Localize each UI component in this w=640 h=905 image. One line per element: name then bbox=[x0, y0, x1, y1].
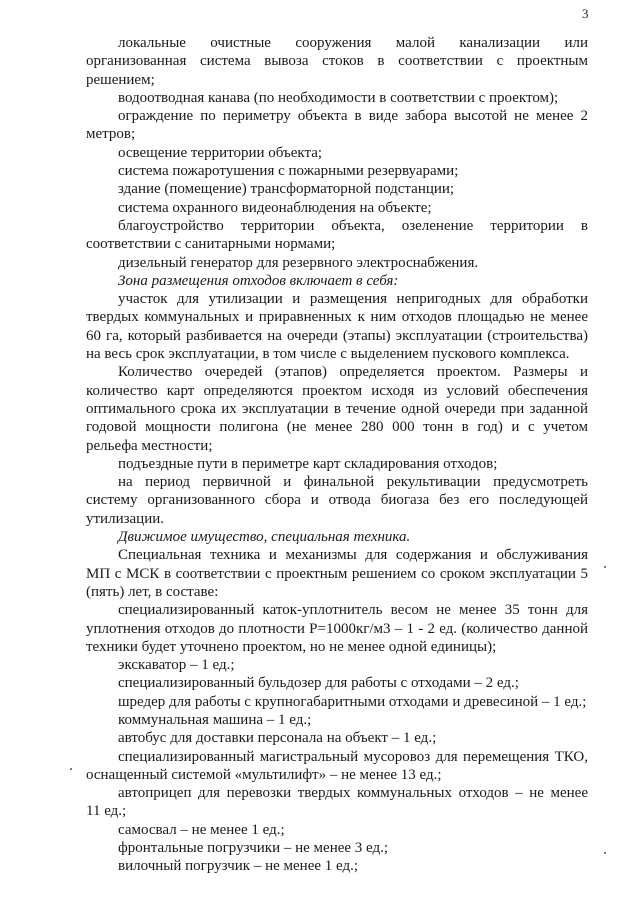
paragraph bbox=[86, 729, 588, 747]
text-line: 60 га, который разбивается на очереди (этапы) эксплуатации (строительства) bbox=[86, 327, 588, 344]
text-line: участок для утилизации и размещения непригодных для обработки bbox=[118, 291, 588, 308]
text-line: экскаватор – 1 ед.; bbox=[118, 657, 235, 674]
text-line: оптимального срока их эксплуатации в течение одной очереди при заданной bbox=[86, 400, 588, 417]
text-line: количество карт определяются проектом исходя из условий обеспечения bbox=[86, 382, 588, 399]
scan-speck bbox=[604, 852, 606, 854]
text-line: Специальная техника и механизмы для содержания и обслуживания bbox=[118, 547, 588, 564]
text-line: специализированный каток-уплотнитель весом не менее 35 тонн для bbox=[118, 602, 588, 619]
text-line: МП с МСК в соответствии с проектным решением со сроком эксплуатации 5 bbox=[86, 565, 588, 582]
text-line: система охранного видеонаблюдения на объекте; bbox=[118, 199, 432, 216]
text-line: локальные очистные сооружения малой канализации или bbox=[118, 35, 588, 51]
paragraph bbox=[86, 162, 588, 180]
text-line: благоустройство территории объекта, озеленение территории в bbox=[118, 217, 588, 234]
text-line: самосвал – не менее 1 ед.; bbox=[118, 821, 285, 838]
paragraph bbox=[86, 107, 588, 144]
paragraph bbox=[86, 839, 588, 857]
document-body bbox=[86, 34, 588, 876]
text-line: водоотводная канава (по необходимости в соответствии с проектом); bbox=[118, 89, 559, 106]
text-line: специализированный бульдозер для работы с отходами – 2 ед.; bbox=[118, 675, 519, 692]
text-line: на весь срок эксплуатации, в том числе с выделением пускового комплекса. bbox=[86, 346, 570, 363]
text-line: подъездные пути в периметре карт складирования отходов; bbox=[118, 455, 498, 472]
paragraph bbox=[86, 546, 588, 601]
paragraph bbox=[86, 290, 588, 363]
paragraph bbox=[86, 711, 588, 729]
text-line: фронтальные погрузчики – не менее 3 ед.; bbox=[118, 840, 389, 857]
text-line: система пожаротушения с пожарными резервуарами; bbox=[118, 163, 459, 180]
text-line: автобус для доставки персонала на объект – 1 ед.; bbox=[118, 730, 437, 747]
text-line: дизельный генератор для резервного электроснабжения. bbox=[118, 254, 479, 271]
text-line: Движимое имущество, специальная техника. bbox=[118, 529, 411, 546]
paragraph bbox=[86, 34, 588, 89]
text-line: вилочный погрузчик – не менее 1 ед.; bbox=[118, 858, 359, 875]
paragraph bbox=[86, 784, 588, 821]
text-line: специализированный магистральный мусоровоз для перемещения ТКО, bbox=[118, 748, 588, 765]
paragraph bbox=[86, 89, 588, 107]
paragraph bbox=[86, 455, 588, 473]
paragraph bbox=[86, 217, 588, 254]
text-line: автоприцеп для перевозки твердых коммунальных отходов – не менее bbox=[118, 785, 588, 802]
paragraph bbox=[86, 656, 588, 674]
text-line: на период первичной и финальной рекультивации предусмотреть bbox=[118, 474, 588, 491]
text-line: 11 ед.; bbox=[86, 803, 127, 820]
scan-speck bbox=[604, 566, 606, 568]
text-line: техники будет уточнено проектом, но не менее одной единицы); bbox=[86, 638, 497, 655]
paragraph bbox=[86, 821, 588, 839]
text-line: Количество очередей (этапов) определяется проектом. Размеры и bbox=[118, 364, 588, 381]
text-line: (пять) лет, в составе: bbox=[86, 583, 219, 600]
text-line: коммунальная машина – 1 ед.; bbox=[118, 711, 312, 728]
text-line: организованная система вывоза стоков в соответствии с проектным bbox=[86, 53, 588, 70]
paragraph bbox=[86, 674, 588, 692]
text-line: оснащенный системой «мультилифт» – не менее 13 ед.; bbox=[86, 766, 442, 783]
paragraph bbox=[86, 254, 588, 272]
text-line: рельефа местности; bbox=[86, 437, 213, 454]
text-line: шредер для работы с крупногабаритными отходами и древесиной – 1 ед.; bbox=[118, 693, 587, 710]
paragraph bbox=[86, 144, 588, 162]
paragraph bbox=[86, 748, 588, 785]
text-line: систему организованного сбора и отвода биогаза без его последующей bbox=[86, 492, 588, 509]
section-heading bbox=[86, 528, 588, 546]
paragraph bbox=[86, 857, 588, 875]
paragraph bbox=[86, 693, 588, 711]
text-line: утилизации. bbox=[86, 510, 165, 527]
text-line: ограждение по периметру объекта в виде забора высотой не менее 2 bbox=[118, 108, 588, 125]
text-line: здание (помещение) трансформаторной подстанции; bbox=[118, 181, 455, 198]
text-line: уплотнения отходов до плотности Р=1000кг/м3 – 1 - 2 ед. (количество данной bbox=[86, 620, 588, 637]
text-line: освещение территории объекта; bbox=[118, 144, 323, 161]
text-line: метров; bbox=[86, 126, 136, 143]
paragraph bbox=[86, 473, 588, 528]
paragraph bbox=[86, 601, 588, 656]
page-number: 3 bbox=[582, 6, 589, 21]
text-line: твердых коммунальных и приравненных к ним отходов площадью не менее bbox=[86, 309, 588, 326]
text-line: соответствии с санитарными нормами; bbox=[86, 236, 336, 253]
text-line: годовой мощности полигона (не менее 280 000 тонн в год) и с учетом bbox=[86, 419, 588, 436]
paragraph bbox=[86, 180, 588, 198]
text-line: Зона размещения отходов включает в себя: bbox=[118, 272, 399, 289]
text-line: решением; bbox=[86, 71, 155, 88]
paragraph bbox=[86, 199, 588, 217]
paragraph bbox=[86, 363, 588, 454]
scan-speck bbox=[70, 768, 72, 770]
section-heading bbox=[86, 272, 588, 290]
